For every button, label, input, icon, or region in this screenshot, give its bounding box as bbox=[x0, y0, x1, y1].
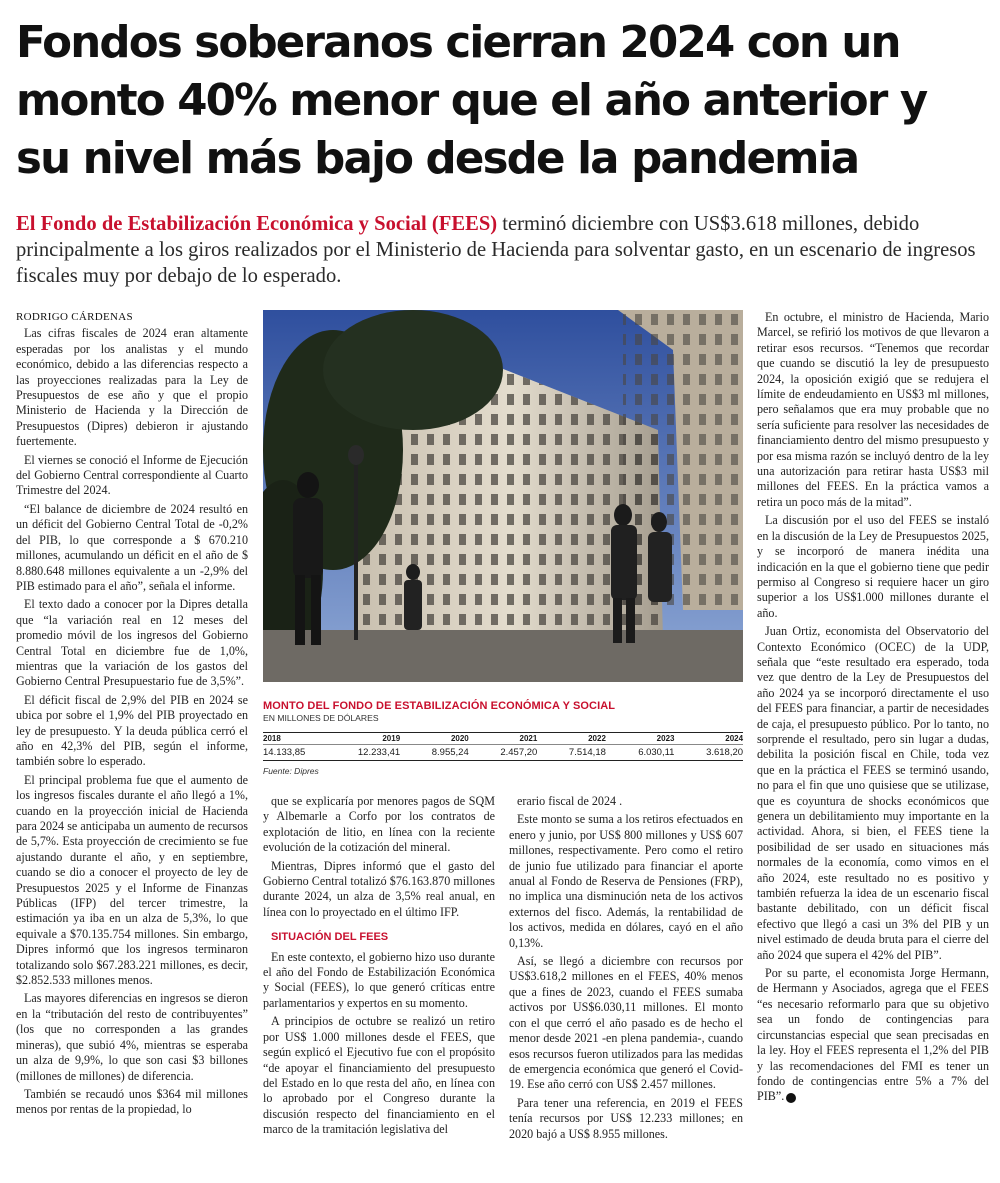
table-year: 2021 bbox=[519, 734, 538, 743]
body-paragraph: Las mayores diferencias en ingresos se dieron en la “tributación del resto de contribuyentes” (los que no corresponden a las grandes mineras), que subió 4%, mientras se esperaba un alza de 9,9%, lo que son casi $3 billones (millones de millones) de diferencia. bbox=[16, 991, 248, 1083]
fees-table bbox=[263, 700, 743, 782]
body-paragraph: El principal problema fue que el aumento de los ingresos fiscales durante el año llegó a 1%, cuando en la proyección inicial de Hacienda para 2024 se anticipaba un aumento de recursos de 5,7%. Esta proyección de crecimiento se fue ajustando durante el año, y en septiembre, cuando se dio a conocer el proyecto de ley de Presupuestos 2025 y el Informe de Finanzas Públicas (IFP) del tercer trimestre, la estimación ya iba en un alza de 5,3%, lo que equivale a $70.135.754 millones. Sin embargo, Dipres informó que los ingresos terminaron totalizando solo $67.283.221 millones, es decir, $2.852.533 millones menos. bbox=[16, 772, 248, 988]
deck bbox=[16, 211, 988, 289]
body-paragraph: Este monto se suma a los retiros efectuados en enero y junio, por US$ 800 millones y US$ 607 millones, respectivamente. Pero como el retiro de junio fue utilizado para financiar el aporte anual al Fondo de Reserva de Pensiones (FRP), no implica una disminución neta de los activos externos del fisco. Además, la rentabilidad de los activos, medida en dólares, cayó en el año 0,13%. bbox=[509, 812, 743, 950]
column-4 bbox=[757, 310, 989, 1108]
table-header-row bbox=[263, 733, 743, 745]
headline-line: monto 40% menor que el año anterior y bbox=[16, 76, 927, 126]
building-photo bbox=[263, 310, 743, 682]
table-value: 14.133,85 bbox=[263, 747, 306, 758]
section-subhead: SITUACIÓN DEL FEES bbox=[271, 931, 389, 944]
body-paragraph: El texto dado a conocer por la Dipres detalla que “la variación real en 12 meses del promedio móvil de los ingresos del Gobierno Central Total en diciembre fue de 1,0%, mientras que la variación de los gastos del Gobierno Central Presupuestario fue de 3,5%”. bbox=[16, 597, 248, 689]
column-3 bbox=[509, 794, 743, 1145]
table-year: 2018 bbox=[263, 734, 281, 743]
body-paragraph: En este contexto, el gobierno hizo uso durante el año del Fondo de Estabilización Económica y Social (FEES), lo que generó críticas entre parlamentarios y expertos en su momento. bbox=[263, 949, 495, 1010]
table-grid bbox=[263, 732, 743, 761]
table-value: 7.514,18 bbox=[568, 747, 606, 758]
body-paragraph: erario fiscal de 2024 . bbox=[517, 794, 623, 808]
table-value: 3.618,20 bbox=[706, 747, 744, 758]
body-paragraph: Mientras, Dipres informó que el gasto del Gobierno Central totalizó $76.163.870 millones durante 2024, un alza de 3,5% real anual, en línea con lo proyectado en el último IFP. bbox=[263, 858, 495, 919]
table-year: 2022 bbox=[588, 734, 606, 743]
body-paragraph: que se explicaría por menores pagos de SQM y Albemarle a Corfo por los contratos de explotación de litio, en línea con la reciente evolución de la cotización del mineral. bbox=[263, 794, 495, 855]
body-paragraph: Las cifras fiscales de 2024 eran altamente esperadas por los analistas y el mundo económico, debido a las diferencias respecto a las proyecciones realizadas para la Ley de Presupuestos de ese año y que el propio Ministerio de Hacienda y la Dirección de Presupuestos (Dipres) debieron ir ajustando fuertemente. bbox=[16, 326, 248, 449]
end-mark-icon bbox=[786, 1093, 796, 1103]
body-paragraph: El déficit fiscal de 2,9% del PIB en 2024 se ubica por sobre el 1,9% del PIB proyectado en ley de presupuesto. Y la deuda pública cerró el año en 42,3% del PIB, según el informe, también sobre lo esperado. bbox=[16, 692, 248, 769]
table-year: 2024 bbox=[725, 734, 744, 743]
body-paragraph: También se recaudó unos $364 mil millones menos por rentas de la propiedad, lo bbox=[16, 1086, 248, 1117]
table-value: 12.233,41 bbox=[357, 747, 401, 758]
table-subtitle: EN MILLONES DE DÓLARES bbox=[263, 713, 379, 723]
table-values-row bbox=[263, 745, 743, 760]
headline-line: su nivel más bajo desde la pandemia bbox=[16, 134, 859, 184]
table-source: Fuente: Dipres bbox=[263, 766, 319, 776]
byline: RODRIGO CÁRDENAS bbox=[16, 311, 133, 323]
table-value: 8.955,24 bbox=[431, 747, 469, 758]
body-paragraph: En octubre, el ministro de Hacienda, Mario Marcel, se refirió los motivos de que llevaron a retirar esos recursos. “Tenemos que recordar que cuando se discutió la ley de presupuesto 2024, la oposición exigió que se redujera el límite de endeudamiento en US$3 ml millones, pero señalamos que era muy probable que no sería suficiente para resolver las necesidades de financiamiento dentro del mismo presupuesto y por esa misma razón se incluyó dentro de la ley una autorización para retirar hasta US$3 mil millones del FEES. En la práctica vamos a retira un poco más de la mitad”. bbox=[757, 310, 989, 509]
table-year: 2019 bbox=[382, 734, 401, 743]
body-paragraph: Juan Ortiz, economista del Observatorio del Contexto Económico (OCEC) de la UDP, señala que “este resultado era esperado, toda vez que dentro de la Ley de Presupuestos del año 2024 ya se incorporó directamente el uso del FEES para financiar, a partir de necesidades de caja, el presupuesto público. Por lo tanto, no sorprende el resultado, pero sin lugar a dudas, debilita la posición fiscal en Chile, toda vez que en la práctica el FEES se terminó usando, no para el fin que uno quisiese que se utilizase, que es coyuntura de shocks económicos que genera un debilitamiento muy importante en la actividad. Ahora, si bien, el FEES tiene la posibilidad de ser usado en situaciones más normales de la economía, como vimos en el año 2024, este resultado no es positivo y también refuerza la idea de un escenario fiscal bastante debilitado, con un déficit fiscal efectivo que llegó a casi un 3% del PIB y un nivel estimado de deuda bruta para el cierre del año 2024 que supera el 42% del PIB”. bbox=[757, 624, 989, 962]
column-1 bbox=[16, 310, 248, 1121]
body-paragraph: A principios de octubre se realizó un retiro por US$ 1.000 millones desde el FEES, que según explicó el Ejecutivo fue con el propósito “de apoyar el financiamiento del presupuesto del Estado en lo que resta del año, en línea con lo aprobado por el Congreso durante la discusión respecto del financiamiento en el marco de la tramitación legislativa del bbox=[263, 1014, 495, 1137]
headline bbox=[16, 14, 976, 188]
body-paragraph: La discusión por el uso del FEES se instaló en la discusión de la Ley de Presupuestos 2025, y se incorporó de manera inédita una indicación en la que el gobierno tiene que pedir permiso al Congreso si requiere hacer un giro superior a los US$1.000 millones durante el año. bbox=[757, 513, 989, 620]
table-title: MONTO DEL FONDO DE ESTABILIZACIÓN ECONÓMICA Y SOCIAL bbox=[263, 700, 616, 712]
table-value: 6.030,11 bbox=[638, 747, 675, 758]
headline-line: Fondos soberanos cierran 2024 con un bbox=[16, 18, 900, 68]
body-paragraph: “El balance de diciembre de 2024 resultó en un déficit del Gobierno Central Total de -0,2% del PIB, lo que corresponde a $ 670.210 millones, acumulando un déficit en el año de $ 8.880.648 millones equivalente a un -2,9% del PIB estimado para el año”, señala el informe. bbox=[16, 501, 248, 593]
column-2 bbox=[263, 794, 495, 1141]
table-year: 2023 bbox=[656, 734, 675, 743]
body-paragraph: Para tener una referencia, en 2019 el FEES tenía recursos por US$ 12.233 millones; en 2020 bajó a US$ 8.955 millones. bbox=[509, 1095, 743, 1141]
body-paragraph: Así, se llegó a diciembre con recursos por US$3.618,2 millones en el FEES, 40% menos que a fines de 2023, cuando el FEES sumaba activos por US$6.030,11 millones. El monto con el que cerró el año pasado es de hecho el menor desde 2021 -en plena pandemia-, cuando esos recursos fueron utilizados para las medidas de emergencia económica que generó el Covid-19. Ese año cerró con US$ 2.457 millones. bbox=[509, 954, 743, 1092]
table-year: 2020 bbox=[450, 734, 469, 743]
deck-text: terminó diciembre con US$3.618 millones, debido principalmente a los giros realizados por el Ministerio de Hacienda para solventar gasto, en un escenario de ingresos fiscales muy por debajo de lo esperado. bbox=[16, 213, 976, 287]
body-paragraph: Por su parte, el economista Jorge Hermann, de Hermann y Asociados, agrega que el FEES “es necesario reformarlo para que su objetivo sea un fondo de contingencias para circunstancias especial que sean precisadas en la ley. Hoy el FEES representa el 1,2% del PIB y las recomendaciones del FMI es tener un fondo de contingencias entre 5% a 7% del PIB”. bbox=[757, 966, 989, 1104]
body-paragraph: El viernes se conoció el Informe de Ejecución del Gobierno Central correspondiente al Cuarto Trimestre del 2024. bbox=[16, 452, 248, 498]
table-value: 2.457,20 bbox=[500, 747, 538, 758]
deck-highlight: El Fondo de Estabilización Económica y Social (FEES) bbox=[16, 213, 498, 235]
